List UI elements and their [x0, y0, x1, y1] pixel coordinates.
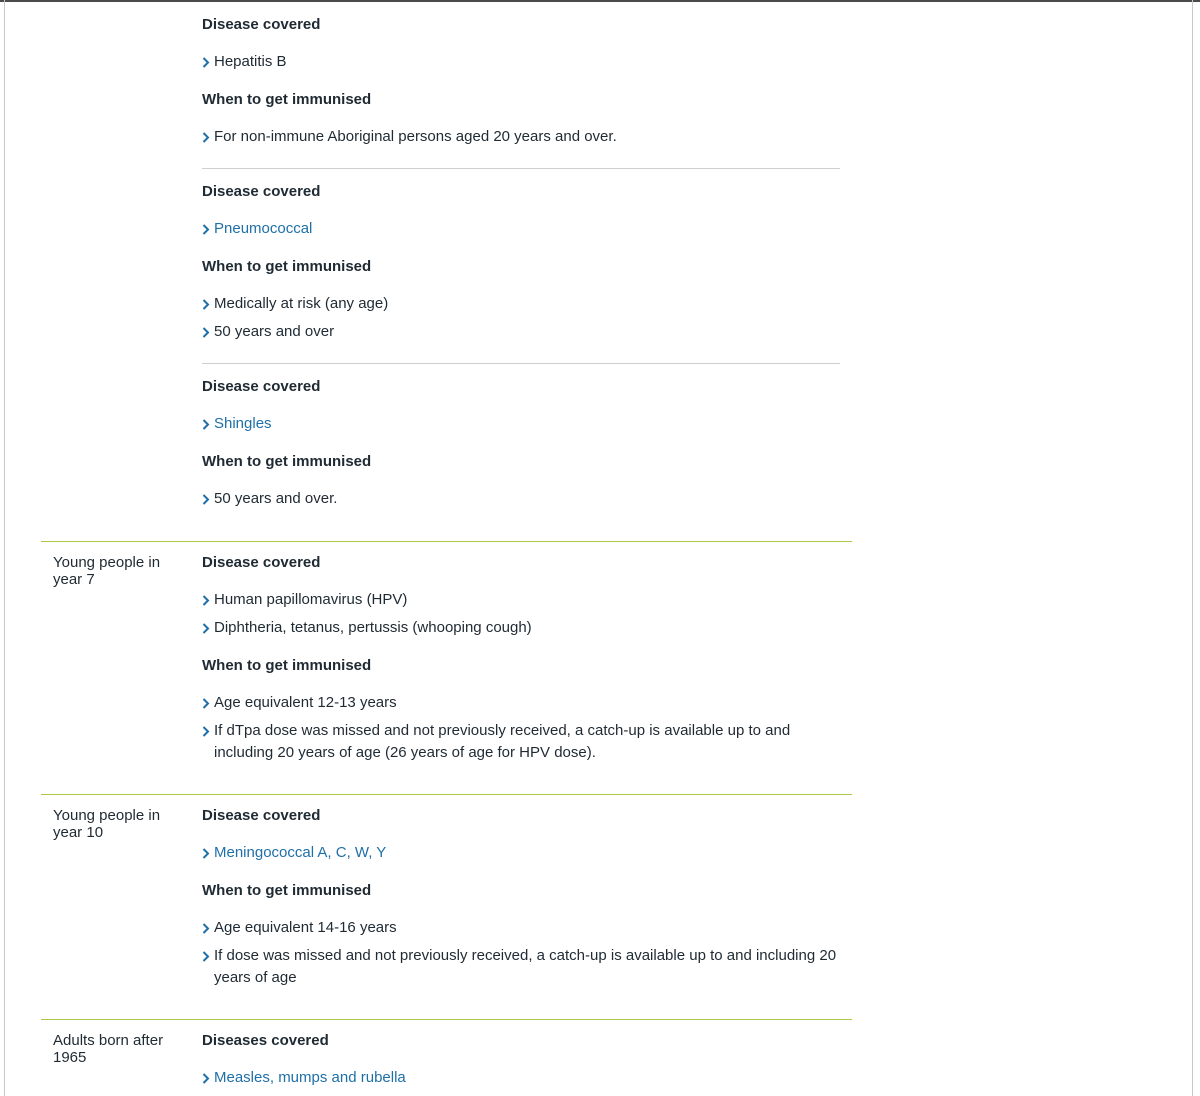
disease-link-mmr[interactable]	[202, 1067, 842, 1089]
when-text: If dTpa dose was missed and not previously received, a catch-up is available up to and including 20 years of age (26 years of age for HPV dose).	[214, 722, 791, 761]
group-label-year-7: Young people in year 7	[53, 554, 161, 588]
chevron-right-icon	[202, 51, 212, 73]
chevron-right-icon	[202, 126, 212, 148]
entry-divider	[202, 363, 840, 364]
group-label-adults-1965: Adults born after 1965	[53, 1032, 164, 1066]
diseases-covered-heading: Diseases covered	[202, 1032, 329, 1049]
disease-link-text[interactable]: Shingles	[214, 415, 272, 432]
group-divider	[41, 794, 852, 795]
top-border	[0, 0, 1200, 2]
when-text: For non-immune Aboriginal persons aged 20 years and over.	[214, 128, 617, 145]
when-to-immunise-heading: When to get immunised	[202, 453, 372, 470]
when-text: 50 years and over.	[214, 490, 338, 507]
when-item	[202, 126, 842, 148]
when-item	[202, 917, 842, 939]
disease-link-text[interactable]: Meningococcal A, C, W, Y	[214, 844, 387, 861]
right-border	[1192, 0, 1193, 1096]
chevron-right-icon	[202, 842, 212, 864]
chevron-right-icon	[202, 488, 212, 510]
chevron-right-icon	[202, 321, 212, 343]
disease-item	[202, 589, 842, 611]
chevron-right-icon	[202, 589, 212, 611]
when-text: 50 years and over	[214, 323, 335, 340]
disease-link-text[interactable]: Measles, mumps and rubella	[214, 1069, 406, 1086]
when-item	[202, 945, 842, 989]
disease-item	[202, 51, 842, 73]
disease-link-shingles[interactable]	[202, 413, 842, 435]
disease-link-pneumococcal[interactable]	[202, 218, 842, 240]
chevron-right-icon	[202, 945, 212, 967]
chevron-right-icon	[202, 1067, 212, 1089]
disease-covered-heading: Disease covered	[202, 807, 321, 824]
when-text: Age equivalent 12-13 years	[214, 694, 397, 711]
left-border	[4, 0, 5, 1096]
when-to-immunise-heading: When to get immunised	[202, 882, 372, 899]
group-divider	[41, 541, 852, 542]
disease-covered-heading: Disease covered	[202, 378, 321, 395]
when-text: Age equivalent 14-16 years	[214, 919, 397, 936]
when-item	[202, 488, 842, 510]
chevron-right-icon	[202, 692, 212, 714]
chevron-right-icon	[202, 218, 212, 240]
disease-covered-heading: Disease covered	[202, 183, 321, 200]
when-text: If dose was missed and not previously received, a catch-up is available up to and including 20 years of age	[214, 947, 837, 986]
chevron-right-icon	[202, 720, 212, 742]
group-label-year-10: Young people in year 10	[53, 807, 161, 841]
when-item	[202, 293, 842, 315]
when-text: Medically at risk (any age)	[214, 295, 389, 312]
chevron-right-icon	[202, 293, 212, 315]
when-to-immunise-heading: When to get immunised	[202, 657, 372, 674]
disease-covered-heading: Disease covered	[202, 554, 321, 571]
when-item	[202, 692, 842, 714]
when-item	[202, 321, 842, 343]
disease-name: Hepatitis B	[214, 53, 287, 70]
disease-link-meningococcal[interactable]	[202, 842, 842, 864]
chevron-right-icon	[202, 617, 212, 639]
when-to-immunise-heading: When to get immunised	[202, 258, 372, 275]
disease-item	[202, 617, 842, 639]
disease-name: Diphtheria, tetanus, pertussis (whooping cough)	[214, 619, 532, 636]
when-to-immunise-heading: When to get immunised	[202, 91, 372, 108]
when-item	[202, 720, 842, 764]
chevron-right-icon	[202, 413, 212, 435]
disease-covered-heading: Disease covered	[202, 16, 321, 33]
entry-divider	[202, 168, 840, 169]
chevron-right-icon	[202, 917, 212, 939]
disease-name: Human papillomavirus (HPV)	[214, 591, 408, 608]
disease-link-text[interactable]: Pneumococcal	[214, 220, 313, 237]
group-divider	[41, 1019, 852, 1020]
